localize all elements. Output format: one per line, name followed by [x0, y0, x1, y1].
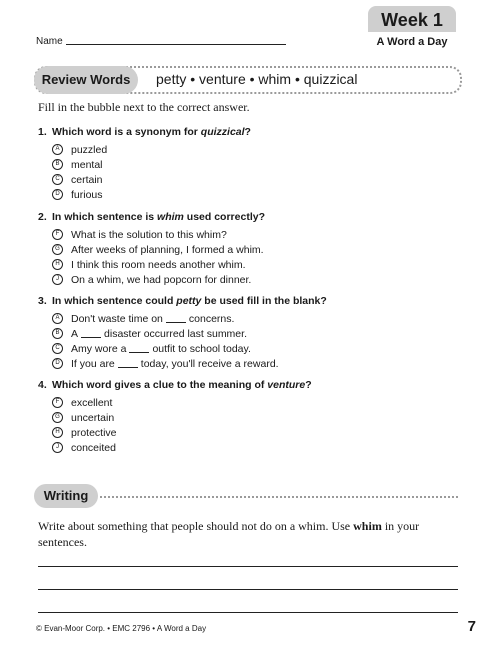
answer-option[interactable]: G After weeks of planning, I formed a whim. [52, 242, 265, 257]
question-title: 1. Which word is a synonym for quizzical? [38, 126, 251, 138]
answer-option[interactable]: G uncertain [52, 410, 312, 425]
question-4 [38, 379, 312, 455]
answer-line[interactable] [38, 566, 458, 567]
instruction-text: Fill in the bubble next to the correct answer. [38, 100, 250, 114]
answer-bubble[interactable]: H [52, 427, 63, 438]
writing-label: Writing [34, 484, 98, 508]
answer-bubble[interactable]: A [52, 144, 63, 155]
answer-bubble[interactable]: B [52, 328, 63, 339]
question-1 [38, 126, 251, 202]
footer-credit: © Evan-Moor Corp. • EMC 2796 • A Word a Day [36, 624, 207, 633]
answer-option[interactable]: J conceited [52, 440, 312, 455]
answer-bubble[interactable]: G [52, 244, 63, 255]
answer-option[interactable]: C certain [52, 172, 251, 187]
answer-option[interactable]: H I think this room needs another whim. [52, 257, 265, 272]
page-number: 7 [467, 618, 476, 635]
answer-option[interactable]: B mental [52, 157, 251, 172]
answer-bubble[interactable]: J [52, 442, 63, 453]
review-words-list: petty • venture • whim • quizzical [156, 71, 358, 87]
name-field[interactable] [66, 44, 286, 45]
answer-option[interactable]: J On a whim, we had popcorn for dinner. [52, 272, 265, 287]
answer-option[interactable]: D furious [52, 187, 251, 202]
week-tab: Week 1 [368, 6, 456, 32]
blank-line [166, 314, 186, 323]
writing-divider [100, 496, 458, 498]
answer-bubble[interactable]: J [52, 274, 63, 285]
answer-line[interactable] [38, 612, 458, 613]
question-title: 2. In which sentence is whim used correctly? [38, 211, 265, 223]
page-subtitle: A Word a Day [376, 36, 448, 48]
answer-bubble[interactable]: G [52, 412, 63, 423]
answer-bubble[interactable]: C [52, 343, 63, 354]
answer-option[interactable]: H protective [52, 425, 312, 440]
answer-bubble[interactable]: B [52, 159, 63, 170]
answer-option[interactable]: F What is the solution to this whim? [52, 227, 265, 242]
answer-line[interactable] [38, 589, 458, 590]
answer-option[interactable]: A puzzled [52, 142, 251, 157]
answer-bubble[interactable]: D [52, 358, 63, 369]
name-label: Name [36, 36, 63, 47]
answer-bubble[interactable]: A [52, 313, 63, 324]
question-2 [38, 211, 265, 287]
answer-bubble[interactable]: F [52, 229, 63, 240]
review-words-label: Review Words [34, 66, 138, 94]
answer-option[interactable]: C Amy wore a outfit to school today. [52, 341, 327, 356]
answer-bubble[interactable]: C [52, 174, 63, 185]
question-title: 3. In which sentence could petty be used fill in the blank? [38, 295, 327, 307]
answer-bubble[interactable]: H [52, 259, 63, 270]
question-title: 4. Which word gives a clue to the meaning of venture? [38, 379, 312, 391]
question-3 [38, 295, 327, 371]
writing-prompt: Write about something that people should not do on a whim. Use whim in your sentences. [38, 519, 420, 549]
answer-option[interactable]: A Don't waste time on concerns. [52, 311, 327, 326]
answer-bubble[interactable]: F [52, 397, 63, 408]
blank-line [118, 359, 138, 368]
answer-option[interactable]: D If you are today, you'll receive a reward. [52, 356, 327, 371]
blank-line [81, 329, 101, 338]
blank-line [129, 344, 149, 353]
answer-option[interactable]: F excellent [52, 395, 312, 410]
answer-option[interactable]: B A disaster occurred last summer. [52, 326, 327, 341]
answer-bubble[interactable]: D [52, 189, 63, 200]
